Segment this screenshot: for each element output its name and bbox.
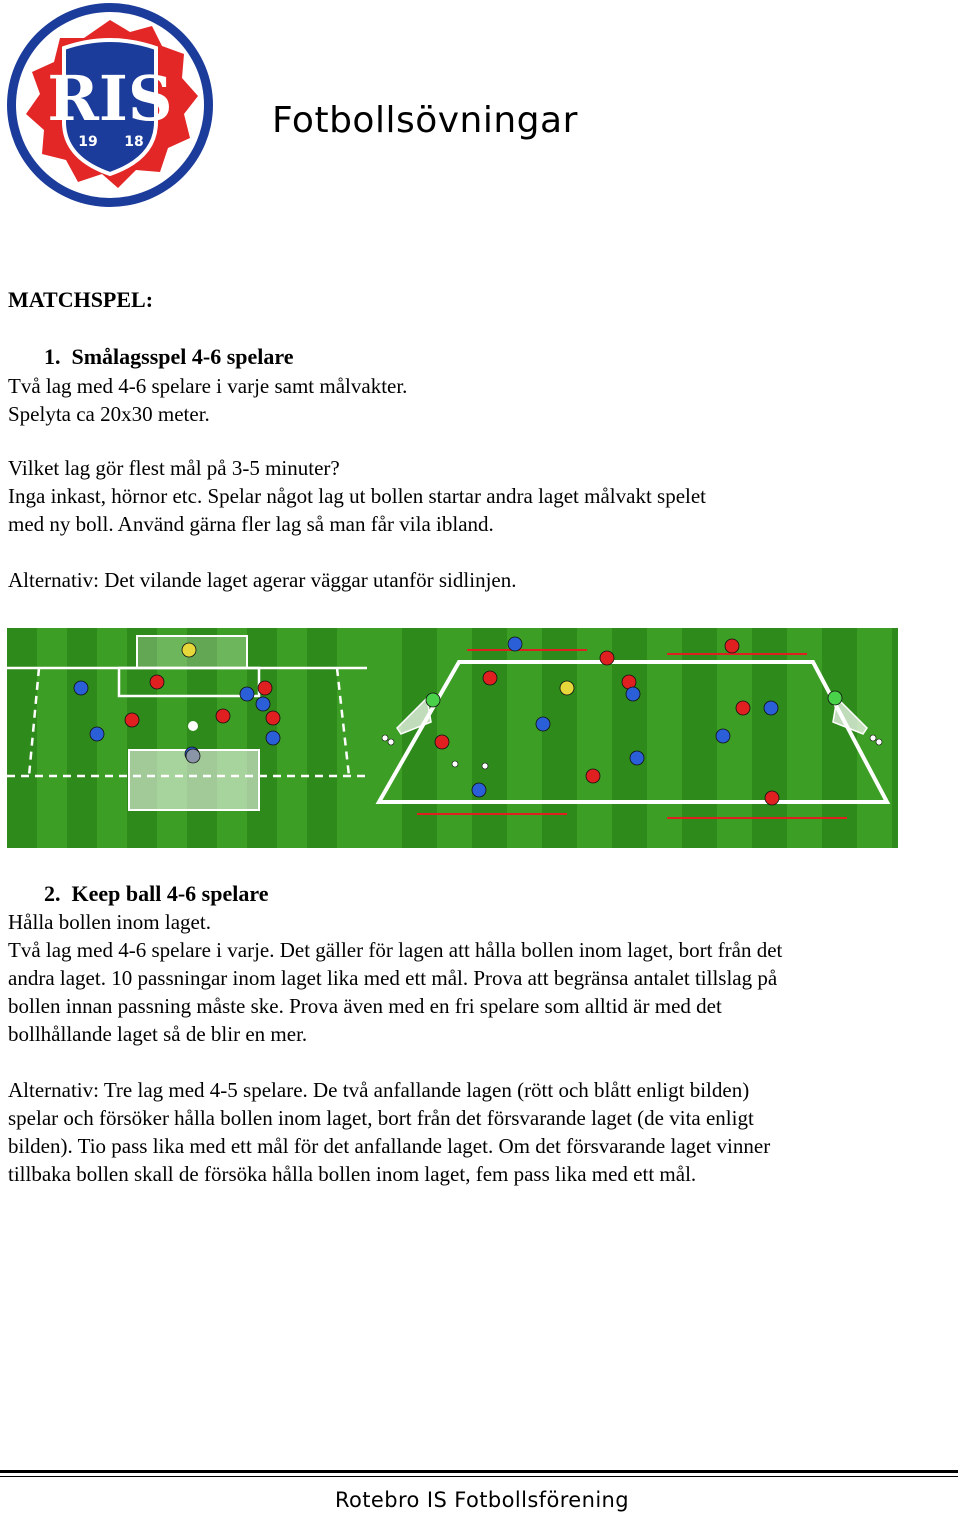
exercise-1-alternative: Alternativ: Det vilande laget agerar väggar utanför sidlinjen.	[8, 568, 517, 592]
exercise-1-heading	[44, 344, 294, 370]
section-heading: MATCHSPEL:	[8, 287, 154, 312]
footer-rule	[0, 1476, 958, 1477]
footer-rule	[0, 1470, 958, 1473]
exercise-1-line: Två lag med 4-6 spelare i varje samt målvakter.	[8, 374, 408, 398]
exercise-1-line: med ny boll. Använd gärna fler lag så man får vila ibland.	[8, 512, 494, 536]
footer-text: Rotebro IS Fotbollsförening	[335, 1488, 629, 1512]
exercise-2-line: Två lag med 4-6 spelare i varje. Det gäller för lagen att hålla bollen inom laget, bort från det	[8, 938, 783, 962]
exercise-2-title: Keep ball 4-6 spelare	[71, 881, 269, 906]
exercise-2-line: andra laget. 10 passningar inom laget lika med ett mål. Prova att begränsa antalet tillslag på	[8, 966, 778, 990]
footer	[0, 1488, 960, 1512]
exercise-2-number: 2.	[44, 881, 61, 906]
exercise-2-heading	[44, 881, 268, 907]
exercise-1-title: Smålagsspel 4-6 spelare	[71, 344, 294, 369]
exercise-2-line: bollhållande laget så de blir en mer.	[8, 1022, 308, 1046]
exercise-2-alternative: Alternativ: Tre lag med 4-5 spelare. De två anfallande lagen (rött och blått enligt bilden)	[8, 1078, 750, 1102]
exercise-1-line: Spelyta ca 20x30 meter.	[8, 402, 210, 426]
exercise-2-alternative: tillbaka bollen skall de försöka hålla bollen inom laget, fem pass lika med ett mål.	[8, 1162, 697, 1186]
exercise-1-line: Inga inkast, hörnor etc. Spelar något lag ut bollen startar andra laget målvakt spelet	[8, 484, 707, 508]
page-title: Fotbollsövningar	[272, 100, 578, 141]
svg-text:18: 18	[124, 134, 144, 150]
keep-ball-diagram	[367, 628, 898, 848]
exercise-1-line: Vilket lag gör flest mål på 3-5 minuter?	[8, 456, 340, 480]
exercise-2-line: Hålla bollen inom laget.	[8, 910, 211, 934]
svg-text:19: 19	[78, 134, 98, 150]
exercise-1-number: 1.	[44, 344, 61, 369]
club-logo	[6, 2, 214, 208]
exercise-2-line: bollen innan passning måste ske. Prova även med en fri spelare som alltid är med det	[8, 994, 722, 1018]
small-sided-game-diagram	[7, 628, 367, 848]
exercise-2-alternative: spelar och försöker hålla bollen inom laget, bort från det försvarande laget (de vita enligt	[8, 1106, 754, 1130]
exercise-2-alternative: bilden). Tio pass lika med ett mål för det anfallande laget. Om det försvarande laget vinner	[8, 1134, 771, 1158]
svg-text:RIS: RIS	[47, 62, 173, 135]
